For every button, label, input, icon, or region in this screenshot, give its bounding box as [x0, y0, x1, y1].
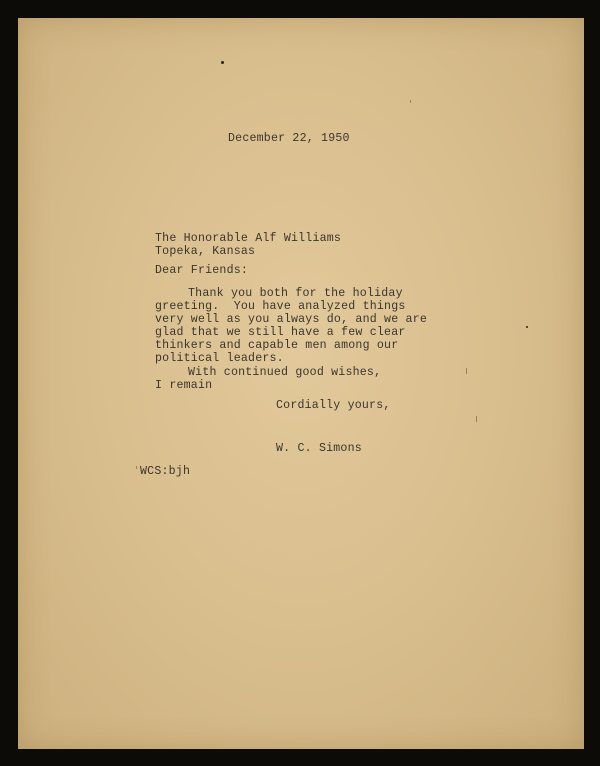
paper-mark — [466, 368, 467, 374]
recipient-name: The Honorable Alf Williams — [155, 232, 342, 245]
body-line: thinkers and capable men among our — [155, 339, 399, 352]
closing-line: With continued good wishes, — [188, 366, 382, 379]
salutation: Dear Friends: — [155, 264, 249, 277]
sign-off: Cordially yours, — [276, 399, 391, 412]
body-line: political leaders. — [155, 352, 284, 365]
paper-speck — [526, 326, 528, 328]
paper-speck — [221, 61, 224, 64]
letter-date: December 22, 1950 — [228, 132, 350, 145]
body-line: Thank you both for the holiday — [188, 287, 403, 300]
recipient-city: Topeka, Kansas — [155, 245, 256, 258]
letter-page — [18, 18, 584, 749]
paper-mark — [410, 100, 411, 103]
body-line: greeting. You have analyzed things — [155, 300, 406, 313]
signature-name: W. C. Simons — [276, 442, 362, 455]
body-line: very well as you always do, and we are — [155, 313, 427, 326]
paper-mark — [136, 466, 137, 469]
typist-initials: WCS:bjh — [140, 465, 191, 478]
body-line: glad that we still have a few clear — [155, 326, 406, 339]
closing-line: I remain — [155, 379, 213, 392]
paper-mark — [476, 416, 477, 422]
